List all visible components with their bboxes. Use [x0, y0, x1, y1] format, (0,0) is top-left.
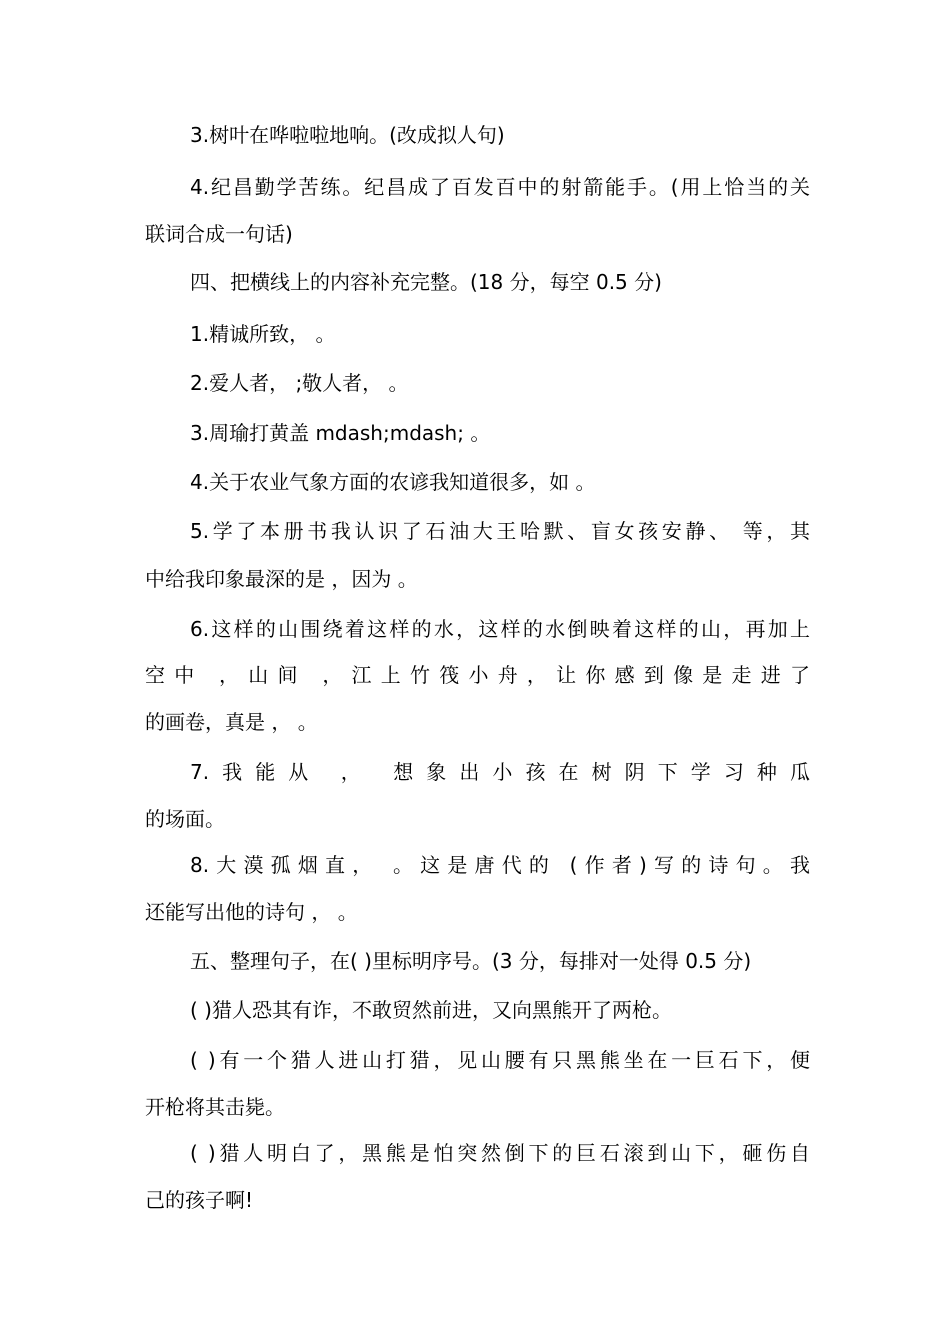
fill-item-6: 6.这样的山围绕着这样的水，这样的水倒映着这样的山，再加上	[190, 617, 810, 641]
sentence-item-2: ( )有一个猎人进山打猎，见山腰有只黑熊坐在一巨石下，便	[190, 1048, 810, 1072]
sentence-item-1: ( )猎人恐其有诈，不敢贸然前进，又向黑熊开了两枪。	[190, 998, 672, 1022]
sentence-item-3-cont: 己的孩子啊!	[145, 1188, 254, 1212]
fill-item-1: 1.精诚所致， 。	[190, 322, 336, 346]
fill-item-4: 4.关于农业气象方面的农谚我知道很多，如 。	[190, 470, 596, 494]
fill-item-8-cont: 还能写出他的诗句 ， 。	[145, 900, 358, 924]
fill-item-7-cont: 的场面。	[145, 807, 225, 831]
section-5-heading: 五、整理句子，在( )里标明序号。(3 分，每排对一处得 0.5 分)	[190, 949, 752, 973]
fill-item-8: 8.大漠孤烟直， 。这是唐代的 (作者)写的诗句。我	[190, 853, 810, 877]
fill-item-5-cont: 中给我印象最深的是 ，因为 。	[145, 567, 418, 591]
fill-item-6-cont: 空中 ，山间 ，江上竹筏小舟，让你感到像是走进了	[145, 663, 810, 687]
question-3-text: 3.树叶在哗啦啦地响。(改成拟人句)	[190, 123, 505, 147]
sentence-item-2-cont: 开枪将其击毙。	[145, 1095, 285, 1119]
question-4-text: 4.纪昌勤学苦练。纪昌成了百发百中的射箭能手。(用上恰当的关	[190, 175, 810, 199]
fill-item-5: 5.学了本册书我认识了石油大王哈默、盲女孩安静、 等，其	[190, 519, 810, 543]
fill-item-7: 7.我能从 ， 想象出小孩在树阴下学习种瓜	[190, 760, 810, 784]
question-4-text-cont: 联词合成一句话)	[145, 222, 293, 246]
fill-item-2: 2.爱人者， ;敬人者， 。	[190, 371, 409, 395]
sentence-item-3: ( )猎人明白了，黑熊是怕突然倒下的巨石滚到山下，砸伤自	[190, 1141, 810, 1165]
fill-item-3: 3.周瑜打黄盖 mdash;mdash; 。	[190, 421, 491, 445]
section-4-heading: 四、把横线上的内容补充完整。(18 分，每空 0.5 分)	[190, 270, 662, 294]
fill-item-6-end: 的画卷，真是 ， 。	[145, 710, 318, 734]
